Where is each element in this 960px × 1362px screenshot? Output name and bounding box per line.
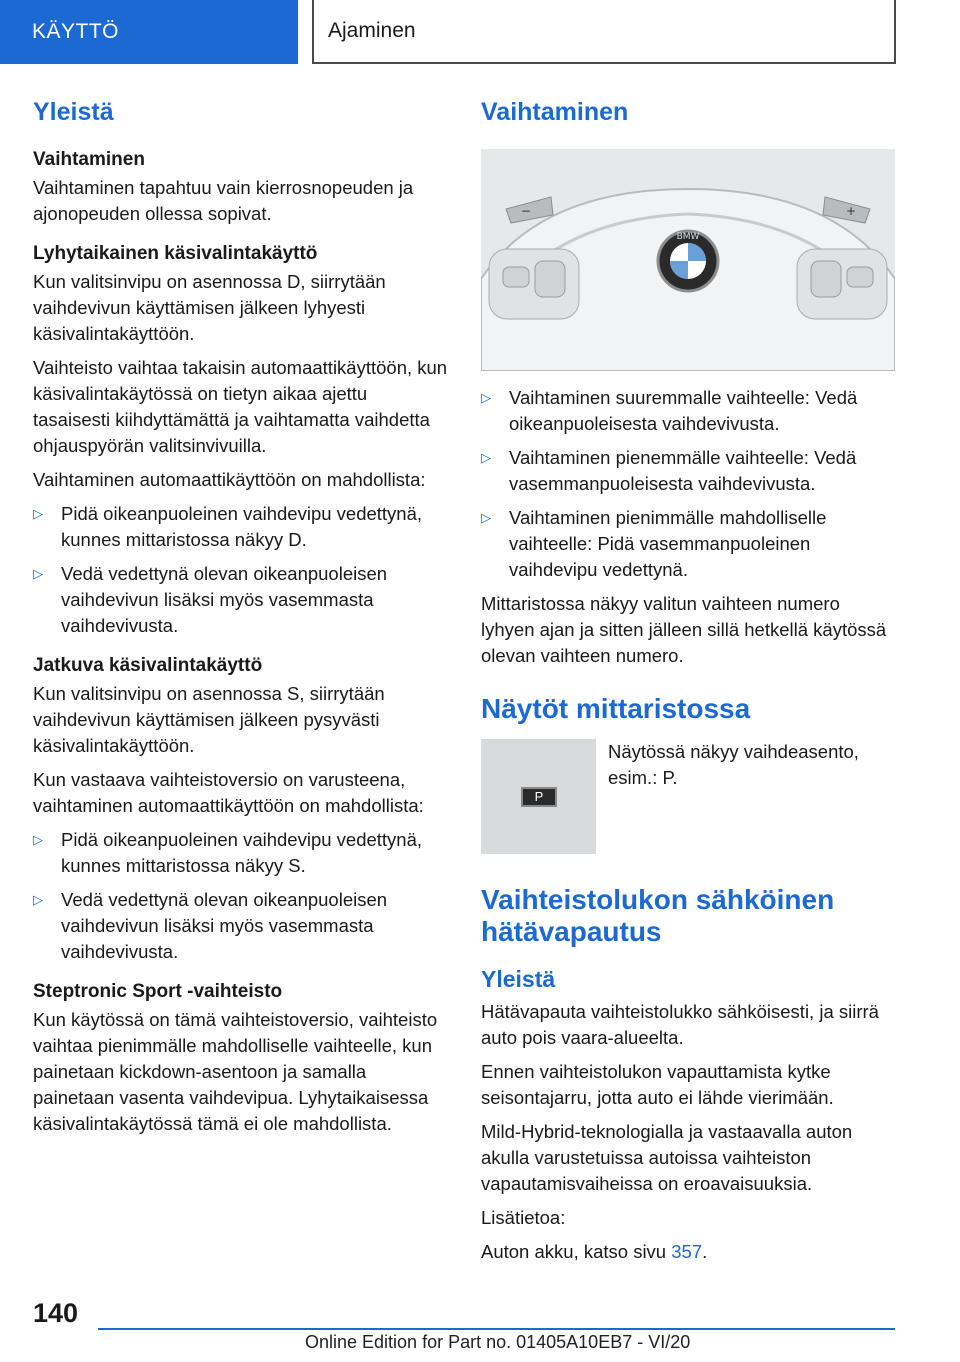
section-title: Jatkuva käsivalintakäyttö xyxy=(33,655,263,676)
bullet-list xyxy=(33,827,449,965)
bullet-list xyxy=(33,501,449,639)
shift-bullet-list xyxy=(481,385,895,583)
wheel-plus-label: + xyxy=(846,204,857,218)
paragraph: Kun käytössä on tämä vaihteistoversio, vaihteisto vaihtaa pienimmälle mahdolliselle vaihteelle, kun painetaan kickdown-asentoon ja samalla painetaan vasenta vaihdevipua. Lyhytaikaisessa käsivalintakäytössä tämä ei ole mahdollista. xyxy=(33,1009,438,1134)
paragraph: Vaihtaminen automaattikäyttöön on mahdollista: xyxy=(33,469,426,490)
section-label: KÄYTTÖ xyxy=(32,20,120,43)
list-item: ▷ Vaihtaminen pienimmälle mahdolliselle vaihteelle: Pidä vasemmanpuoleinen vaihdevipu vedettynä. xyxy=(481,507,827,580)
triangle-bullet-icon: ▷ xyxy=(33,566,43,581)
triangle-bullet-icon: ▷ xyxy=(33,892,43,907)
section-vaihtaminen xyxy=(33,149,449,227)
gear-p-symbol: P xyxy=(521,787,557,807)
release-heading: Vaihteistolukon sähköinen hätävapautus xyxy=(481,884,835,947)
wheel-minus-label: − xyxy=(521,204,532,218)
steering-wheel-image xyxy=(481,149,895,371)
list-item: ▷ Vaihtaminen suuremmalle vaihteelle: Vedä oikeanpuoleisesta vaihdevivusta. xyxy=(481,387,858,434)
wheel-logo-label: BMW xyxy=(676,232,700,242)
list-item: ▷ Vedä vedettynä olevan oikeanpuoleisen vaihdevivun lisäksi myös vasemmasta vaihdevivusta. xyxy=(33,889,388,962)
chapter-title xyxy=(312,0,896,64)
triangle-bullet-icon: ▷ xyxy=(33,832,43,847)
triangle-bullet-icon: ▷ xyxy=(33,506,43,521)
paragraph: Lisätietoa: xyxy=(481,1207,566,1228)
section-jatkuva xyxy=(33,655,449,965)
footer-divider xyxy=(98,1328,895,1330)
paragraph: Kun valitsinvipu on asennossa D, siirrytään vaihdevivun käyttämisen jälkeen lyhyesti käsivalintakäyttöön. xyxy=(33,271,386,344)
list-item: ▷ Vedä vedettynä olevan oikeanpuoleisen vaihdevivun lisäksi myös vasemmasta vaihdevivusta. xyxy=(33,563,388,636)
chapter-title-text: Ajaminen xyxy=(328,19,416,42)
display-row xyxy=(481,739,895,854)
paragraph: Mittaristossa näkyy valitun vaihteen numero lyhyen ajan ja sitten jälleen sillä hetkellä käytössä olevan vaihteen numero. xyxy=(481,593,887,666)
paragraph: Vaihteisto vaihtaa takaisin automaattikäyttöön, kun käsivalintakäytössä on tietyn aikaa ajettu tasaisesti kiihdyttämättä ja vaihtamatta vaihdetta ohjauspyörän valitsinvivuilla. xyxy=(33,357,448,456)
paragraph: Hätävapauta vaihteistolukko sähköisesti, ja siirrä auto pois vaara-alueelta. xyxy=(481,1001,879,1048)
page-link[interactable]: 357 xyxy=(671,1241,703,1262)
section-title: Vaihtaminen xyxy=(33,149,145,170)
list-item: ▷ Vaihtaminen pienemmälle vaihteelle: Vedä vasemmanpuoleisesta vaihdevivusta. xyxy=(481,447,857,494)
left-column xyxy=(33,98,449,1153)
paragraph: Kun valitsinvipu on asennossa S, siirrytään vaihdevivun käyttämisen jälkeen pysyvästi käsivalintakäyttöön. xyxy=(33,683,385,756)
paragraph: Kun vastaava vaihteistoversio on varusteena, vaihtaminen automaattikäyttöön on mahdollista: xyxy=(33,769,424,816)
section-tab[interactable] xyxy=(0,0,298,64)
display-heading: Näytöt mittaristossa xyxy=(481,693,751,724)
section-title: Lyhytaikainen käsivalintakäyttö xyxy=(33,243,318,264)
triangle-bullet-icon: ▷ xyxy=(481,390,491,405)
reference-paragraph: Auton akku, katso sivu 357. xyxy=(481,1241,708,1262)
display-text: Näytössä näkyy vaihdeasento, esim.: P. xyxy=(608,741,859,788)
triangle-bullet-icon: ▷ xyxy=(481,450,491,465)
paragraph: Mild-Hybrid-teknologialla ja vastaavalla auton akulla varustetuissa autoissa vaihteiston vapautamisvaiheissa on eroavaisuuksia. xyxy=(481,1121,853,1194)
right-column xyxy=(481,98,895,1273)
release-subheading: Yleistä xyxy=(481,966,556,992)
gear-display-image xyxy=(481,739,596,854)
section-steptronic xyxy=(33,981,449,1137)
edition-text: Online Edition for Part no. 01405A10EB7 - VI/20 xyxy=(305,1332,691,1352)
paragraph: Vaihtaminen tapahtuu vain kierrosnopeuden ja ajonopeuden ollessa sopivat. xyxy=(33,177,414,224)
list-item: ▷ Pidä oikeanpuoleinen vaihdevipu vedettynä, kunnes mittaristossa näkyy S. xyxy=(33,829,423,876)
section-title: Steptronic Sport -vaihteisto xyxy=(33,981,283,1002)
section-lyhytaikainen xyxy=(33,243,449,639)
page-number: 140 xyxy=(33,1298,79,1328)
list-item: ▷ Pidä oikeanpuoleinen vaihdevipu vedettynä, kunnes mittaristossa näkyy D. xyxy=(33,503,423,550)
right-heading: Vaihtaminen xyxy=(481,98,629,126)
paragraph: Ennen vaihteistolukon vapauttamista kytke seisontajarru, jotta auto ei lähde vierimään. xyxy=(481,1061,834,1108)
left-heading: Yleistä xyxy=(33,98,114,126)
triangle-bullet-icon: ▷ xyxy=(481,510,491,525)
